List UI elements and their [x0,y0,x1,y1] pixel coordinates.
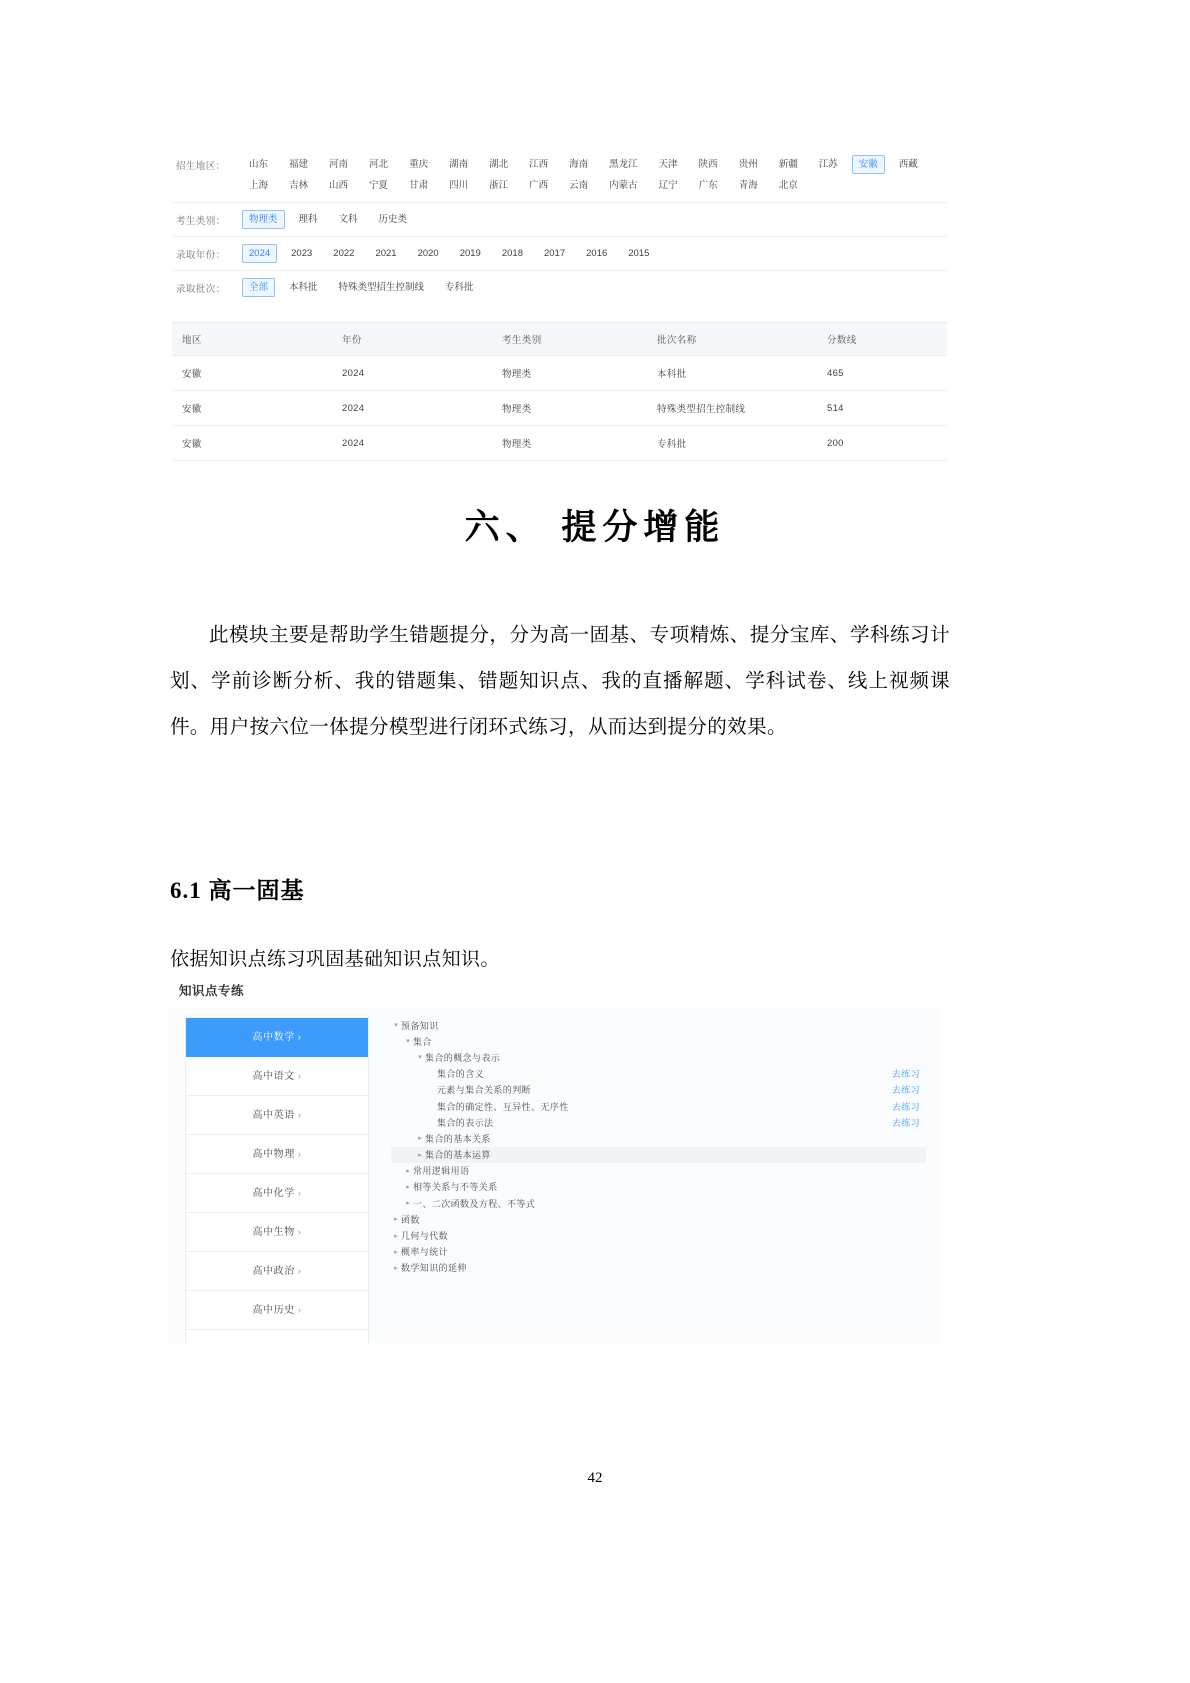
table-cell: 物理类 [492,426,647,461]
filter-chip[interactable]: 2021 [375,248,397,259]
tree-node[interactable] [391,1211,926,1227]
subject-list-item[interactable] [186,1018,368,1057]
filter-chip[interactable]: 云南 [569,180,589,191]
th-region: 地区 [172,323,332,356]
filter-chip[interactable]: 2018 [501,248,523,259]
tree-node-label: 集合的基本运算 [425,1150,491,1161]
table-cell: 物理类 [492,391,647,426]
filter-chip[interactable]: 2022 [333,248,355,259]
filter-options [242,209,947,230]
chevron-right-icon: › [297,1032,302,1042]
filter-chip[interactable]: 2020 [417,248,439,259]
filter-chip[interactable]: 湖南 [449,159,469,170]
tree-node-label: 集合的表示法 [437,1117,494,1128]
filter-chip[interactable]: 广西 [529,180,549,191]
chevron-right-icon[interactable]: ▸ [394,1248,398,1256]
tree-node-label: 常用逻辑用语 [413,1166,470,1177]
score-line-table [172,322,947,461]
filter-row [172,271,947,304]
subject-list-item[interactable] [186,1174,368,1213]
subject-list [185,1017,369,1343]
filter-chip[interactable]: 陕西 [698,159,718,170]
go-practice-link[interactable]: 去练习 [891,1117,920,1128]
tree-node-label: 一、二次函数及方程、不等式 [413,1198,536,1209]
tree-node[interactable] [391,1130,926,1146]
filter-chip[interactable]: 2024 [242,244,277,263]
knowledge-panel-title: 知识点专练 [179,984,245,998]
table-cell: 安徽 [172,356,332,391]
filter-chip[interactable]: 山西 [329,180,349,191]
filter-label: 录取批次： [176,284,226,295]
filter-chip[interactable]: 新疆 [778,159,798,170]
filter-chip[interactable]: 江西 [529,159,549,170]
tree-node[interactable] [391,1049,926,1065]
filter-chip[interactable]: 安徽 [852,155,885,174]
table-cell: 2024 [332,391,492,426]
filter-options [242,243,947,264]
filter-chip[interactable]: 天津 [658,159,678,170]
table-cell: 物理类 [492,356,647,391]
table-cell: 465 [817,356,947,391]
filter-chip[interactable]: 特殊类型招生控制线 [338,282,425,293]
score-table-body [172,356,947,461]
table-cell: 安徽 [172,426,332,461]
table-header-row [172,323,947,356]
filter-label: 考生类别： [176,216,226,227]
filter-chip[interactable]: 河北 [369,159,389,170]
table-row [172,356,947,391]
chevron-right-icon: › [297,1266,302,1276]
chevron-right-icon[interactable]: ▸ [418,1135,422,1143]
filter-chip[interactable]: 理科 [298,214,318,225]
subject-label: 高中物理 [252,1149,295,1160]
table-cell: 本科批 [647,356,817,391]
filter-chip[interactable]: 物理类 [242,210,285,229]
table-cell: 安徽 [172,391,332,426]
filter-chip[interactable]: 2019 [459,248,481,259]
chevron-down-icon[interactable]: ▾ [418,1054,422,1062]
filter-chip[interactable]: 甘肃 [409,180,429,191]
filter-options [242,154,947,196]
filter-chip[interactable]: 全部 [242,278,275,297]
go-practice-link[interactable]: 去练习 [891,1101,920,1112]
th-candidate-type: 考生类别 [492,323,647,356]
chevron-right-icon[interactable]: ▸ [394,1216,398,1224]
filter-chip[interactable]: 广东 [698,180,718,191]
table-cell: 特殊类型招生控制线 [647,391,817,426]
subject-label: 高中化学 [252,1188,295,1199]
subject-list-item[interactable] [186,1096,368,1135]
tree-node[interactable] [391,1227,926,1243]
filter-chip[interactable]: 河南 [329,159,349,170]
tree-node[interactable] [391,1082,926,1098]
tree-node-label: 集合的含义 [437,1069,485,1080]
chevron-right-icon: › [297,1149,302,1159]
chevron-right-icon: › [297,1071,302,1081]
filter-chip[interactable]: 贵州 [738,159,758,170]
subject-label: 高中语文 [252,1071,295,1082]
chevron-right-icon[interactable]: ▸ [394,1232,398,1240]
chevron-right-icon: › [297,1227,302,1237]
tree-node[interactable] [391,1147,926,1163]
subject-label: 高中英语 [252,1110,295,1121]
filter-options [242,277,947,298]
filter-chip[interactable]: 湖北 [489,159,509,170]
filter-chip[interactable]: 上海 [249,180,269,191]
tree-node-label: 几何与代数 [401,1231,449,1242]
filter-chip[interactable]: 黑龙江 [609,159,638,170]
subject-list-item[interactable] [186,1213,368,1252]
filter-chip[interactable]: 历史类 [378,214,408,225]
filter-row [172,148,947,203]
tree-node-label: 相等关系与不等关系 [413,1182,498,1193]
chevron-right-icon[interactable]: ▸ [394,1264,398,1272]
tree-node-label: 函数 [401,1214,420,1225]
tree-node-label: 预备知识 [401,1020,439,1031]
knowledge-practice-screenshot [166,974,941,1344]
tree-node[interactable] [391,1195,926,1211]
table-cell: 514 [817,391,947,426]
chevron-right-icon[interactable]: ▸ [418,1151,422,1159]
filter-chip[interactable]: 浙江 [489,180,509,191]
tree-node-label: 元素与集合关系的判断 [437,1085,532,1096]
chevron-down-icon[interactable]: ▾ [394,1022,398,1030]
filter-chip[interactable]: 西藏 [898,159,918,170]
filter-chip[interactable]: 2015 [628,248,650,259]
filter-chip[interactable]: 海南 [569,159,589,170]
table-row [172,426,947,461]
th-batch-name: 批次名称 [647,323,817,356]
filter-chip[interactable]: 2017 [543,248,566,259]
subject-list-item[interactable] [186,1135,368,1174]
subject-list-item[interactable] [186,1252,368,1291]
tree-node[interactable] [391,1017,926,1033]
filter-chip[interactable]: 福建 [289,159,309,170]
filter-label: 招生地区： [176,161,226,172]
filter-chip[interactable]: 2023 [291,248,313,259]
subject-list-item[interactable] [186,1291,368,1330]
subject-label: 高中生物 [252,1227,295,1238]
table-cell: 专科批 [647,426,817,461]
filter-row [172,237,947,271]
filter-chip[interactable]: 文科 [338,214,358,225]
filter-chip[interactable]: 青海 [738,180,758,191]
subject-label: 高中政治 [252,1266,295,1277]
th-score-line: 分数线 [817,323,947,356]
subject-list-item[interactable] [186,1057,368,1096]
tree-node[interactable] [391,1033,926,1049]
filter-chip[interactable]: 2016 [586,248,608,259]
filter-label: 录取年份： [176,250,226,261]
filter-chip[interactable]: 四川 [449,180,469,191]
filter-chip[interactable]: 山东 [249,159,269,170]
filter-chip[interactable]: 北京 [778,180,798,191]
tree-node-label: 概率与统计 [401,1247,449,1258]
table-row [172,391,947,426]
filter-chip[interactable]: 辽宁 [658,180,678,191]
tree-node[interactable] [391,1114,926,1130]
table-cell: 200 [817,426,947,461]
table-cell: 2024 [332,356,492,391]
tree-node-label: 集合的确定性、互异性、无序性 [437,1101,569,1112]
chevron-right-icon[interactable]: ▸ [406,1183,410,1191]
sub-section-heading: 6.1 高一固基 [170,878,305,903]
tree-node[interactable] [391,1066,926,1082]
knowledge-tree [391,1017,926,1343]
sub-section-description: 依据知识点练习巩固基础知识点知识。 [170,949,500,970]
tree-node-label: 数学知识的延伸 [401,1263,467,1274]
tree-node[interactable] [391,1244,926,1260]
subject-label: 高中历史 [252,1305,295,1316]
subject-label: 高中数学 [252,1032,295,1043]
tree-node[interactable] [391,1098,926,1114]
chevron-down-icon[interactable]: ▾ [406,1038,410,1046]
filter-chip[interactable]: 宁夏 [369,180,389,191]
filter-row [172,203,947,237]
tree-node-label: 集合的概念与表示 [425,1052,501,1063]
chevron-right-icon: › [297,1188,302,1198]
filter-chip[interactable]: 江苏 [818,159,838,170]
chevron-right-icon: › [297,1110,302,1120]
chevron-right-icon: › [297,1305,302,1315]
filter-chip[interactable]: 内蒙古 [609,180,638,191]
page-number: 42 [587,1470,603,1486]
filter-chip[interactable]: 专科批 [445,282,474,293]
tree-node-label: 集合 [413,1036,432,1047]
intro-paragraph: 此模块主要是帮助学生错题提分，分为高一固基、专项精炼、提分宝库、学科练习计划、学前诊断分析、我的错题集、错题知识点、我的直播解题、学科试卷、线上视频课件。用户按六位一体提分模型进行闭环式练习，从而达到提分的效果。 [170,625,950,738]
tree-node[interactable] [391,1260,926,1276]
tree-node[interactable] [391,1163,926,1179]
filter-chip[interactable]: 重庆 [409,159,429,170]
knowledge-panel-body [167,1007,940,1343]
go-practice-link[interactable]: 去练习 [891,1069,920,1080]
chevron-right-icon[interactable]: ▸ [406,1167,410,1175]
filter-rows [172,148,947,304]
filter-chip[interactable]: 吉林 [289,180,309,191]
table-cell: 2024 [332,426,492,461]
chevron-right-icon[interactable]: ▸ [406,1200,410,1208]
tree-node[interactable] [391,1179,926,1195]
tree-node-label: 集合的基本关系 [425,1133,491,1144]
th-year: 年份 [332,323,492,356]
admissions-score-screenshot [172,148,947,451]
page-title: 六、 提分增能 [464,508,726,547]
filter-chip[interactable]: 本科批 [289,282,318,293]
go-practice-link[interactable]: 去练习 [891,1085,920,1096]
